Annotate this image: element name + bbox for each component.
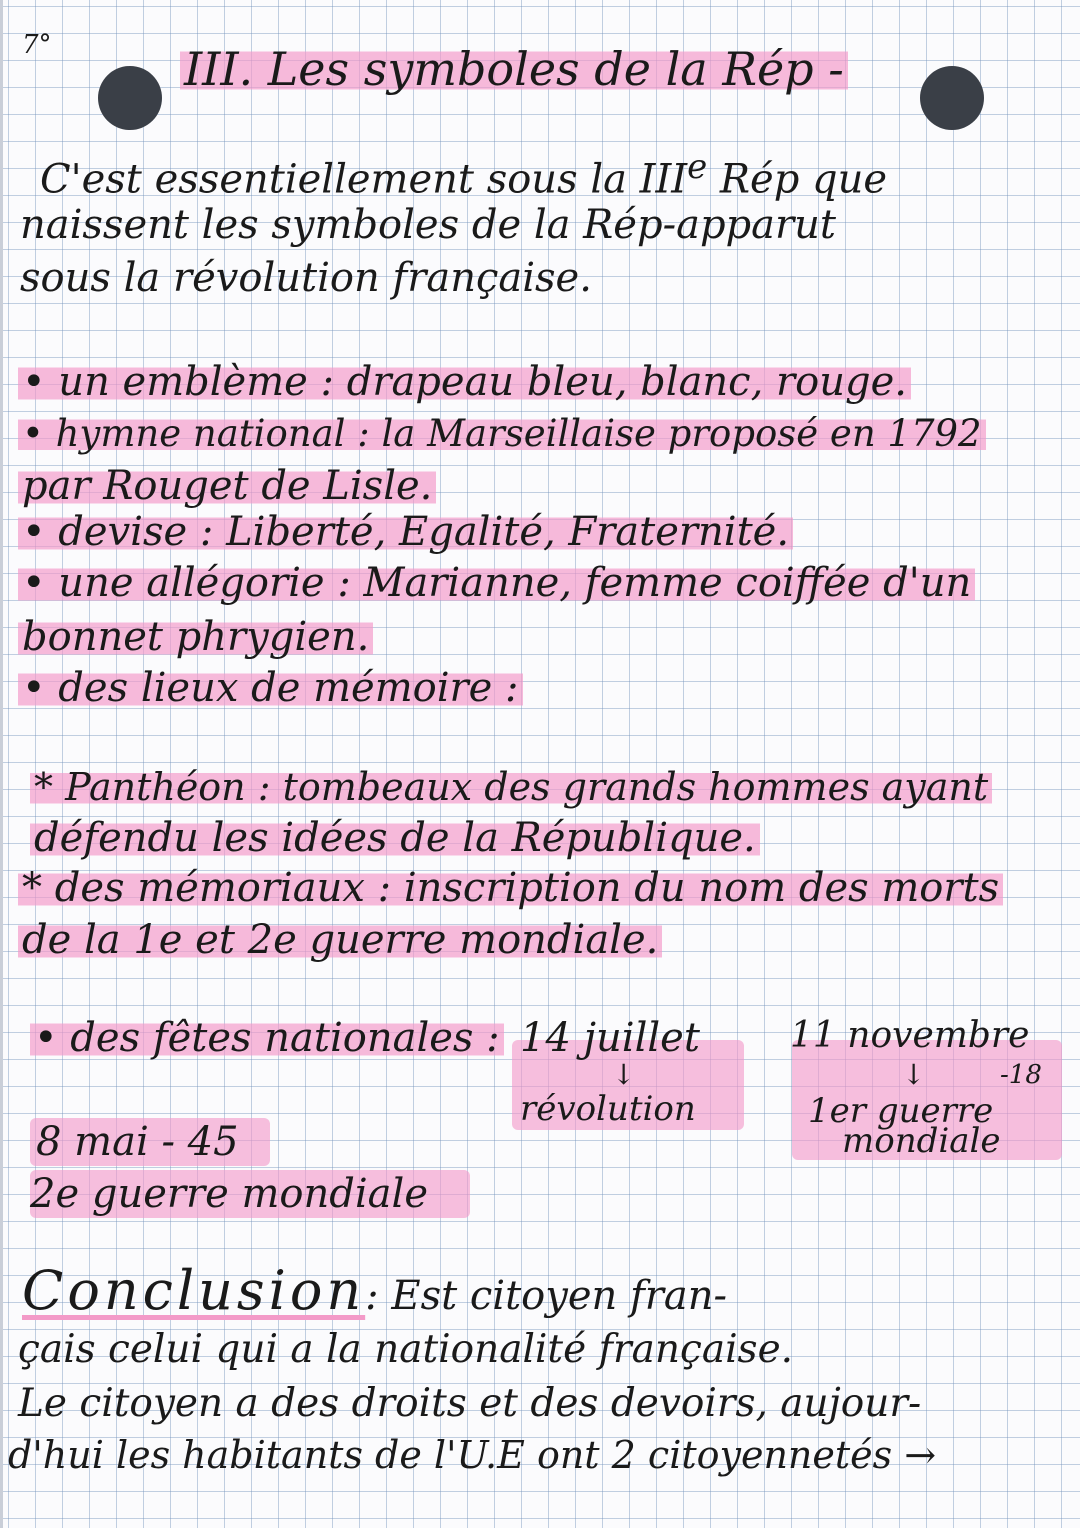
fetes-label: • des fêtes nationales : <box>30 1018 504 1058</box>
fete-date-14-juillet: 14 juillet <box>520 1015 700 1061</box>
conclusion-label: Conclusion <box>22 1259 366 1322</box>
fete-note-mondiale: mondiale <box>842 1121 1001 1161</box>
bullet-allegorie-2: bonnet phrygien. <box>18 617 373 657</box>
arrow-down-icon: ↓ <box>612 1058 636 1091</box>
intro-line-1: C'est essentiellement sous la IIIe Rép que <box>40 147 888 203</box>
conclusion-line-4: d'hui les habitants de l'U.E ont 2 citoyennetés → <box>8 1433 937 1477</box>
fete-year-18: -18 <box>1000 1060 1042 1090</box>
item-pantheon-2: défendu les idées de la République. <box>30 818 760 858</box>
bullet-hymne-2: par Rouget de Lisle. <box>18 466 436 506</box>
bullet-embleme: • un emblème : drapeau bleu, blanc, rouge. <box>18 362 911 402</box>
bullet-hymne-1: • hymne national : la Marseillaise proposé en 1792 <box>18 415 986 452</box>
bullet-lieux: • des lieux de mémoire : <box>18 668 523 708</box>
bullet-allegorie-1: • une allégorie : Marianne, femme coiffée d'un <box>18 563 975 603</box>
fete-note-2e-guerre: 2e guerre mondiale <box>30 1171 428 1217</box>
conclusion-line-2: çais celui qui a la nationalité française. <box>18 1327 794 1372</box>
fete-note-revolution: révolution <box>520 1089 696 1129</box>
item-pantheon-1: * Panthéon : tombeaux des grands hommes ayant <box>30 768 992 806</box>
conclusion-line-3: Le citoyen a des droits et des devoirs, aujour- <box>18 1381 922 1426</box>
section-title: III. Les symboles de la Rép - <box>180 42 848 96</box>
conclusion-line-1: Conclusion: Est citoyen fran- <box>22 1259 728 1322</box>
page-number: 7° <box>22 30 52 60</box>
arrow-down-icon: ↓ <box>902 1058 926 1091</box>
item-memoriaux-2: de la 1e et 2e guerre mondiale. <box>18 920 662 960</box>
intro-line-2: naissent les symboles de la Rép-apparut <box>20 202 836 248</box>
fete-date-8-mai: 8 mai - 45 <box>36 1119 239 1165</box>
binder-hole-left <box>98 66 162 130</box>
fete-date-11-novembre: 11 novembre <box>790 1015 1030 1056</box>
item-memoriaux-1: * des mémoriaux : inscription du nom des morts <box>18 868 1003 908</box>
fete-note-1er-guerre: 1er guerre <box>808 1091 994 1131</box>
intro-line-3: sous la révolution française. <box>20 255 592 301</box>
bullet-devise: • devise : Liberté, Egalité, Fraternité. <box>18 512 793 552</box>
binder-hole-right <box>920 66 984 130</box>
